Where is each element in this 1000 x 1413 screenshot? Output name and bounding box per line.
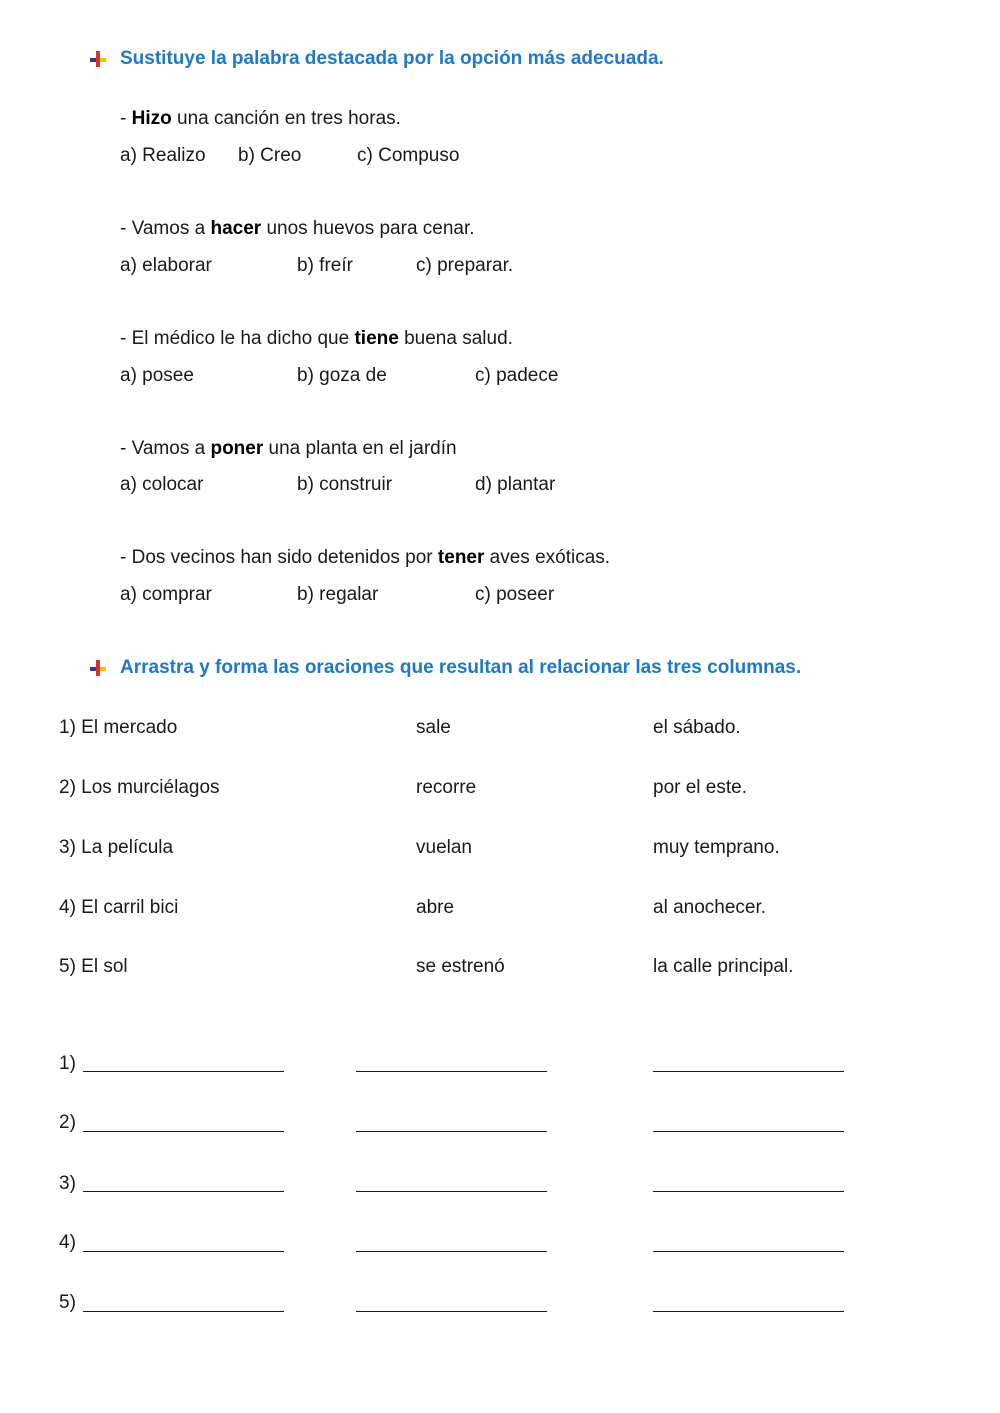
question-2: - Vamos a hacer unos huevos para cenar.: [120, 218, 475, 239]
verb-item[interactable]: vuelan: [416, 837, 472, 858]
question-5: - Dos vecinos han sido detenidos por tener aves exóticas.: [120, 547, 611, 568]
question-3: - El médico le ha dicho que tiene buena salud.: [120, 328, 513, 349]
highlighted-word: tener: [437, 547, 485, 568]
complement-item[interactable]: muy temprano.: [653, 837, 780, 858]
answer-3-verb-slot[interactable]: [356, 1191, 547, 1192]
answer-1-subject-slot[interactable]: [83, 1071, 284, 1072]
answer-number: 5): [59, 1292, 76, 1313]
option-1b[interactable]: b) Creo: [238, 145, 302, 166]
subject-item[interactable]: 4) El carril bici: [59, 897, 179, 918]
highlighted-word: hacer: [210, 218, 262, 239]
verb-item[interactable]: abre: [416, 897, 455, 918]
complement-item[interactable]: por el este.: [653, 777, 747, 798]
option-1c[interactable]: c) Compuso: [357, 145, 460, 166]
section1-title: Sustituye la palabra destacada por la opción más adecuada.: [120, 48, 664, 69]
verb-item[interactable]: se estrenó: [416, 956, 505, 977]
bullet-icon: [88, 658, 108, 678]
answer-2-subject-slot[interactable]: [83, 1131, 284, 1132]
option-2b[interactable]: b) freír: [297, 255, 353, 276]
verb-item[interactable]: sale: [416, 717, 451, 738]
option-2a[interactable]: a) elaborar: [120, 255, 212, 276]
subject-item[interactable]: 1) El mercado: [59, 717, 178, 738]
answer-number: 3): [59, 1173, 76, 1194]
option-4c[interactable]: d) plantar: [475, 474, 556, 495]
answer-5-complement-slot[interactable]: [653, 1311, 844, 1312]
option-5c[interactable]: c) poseer: [475, 584, 555, 605]
complement-item[interactable]: al anochecer.: [653, 897, 767, 918]
highlighted-word: Hizo: [131, 108, 172, 129]
section2-title: Arrastra y forma las oraciones que resultan al relacionar las tres columnas.: [120, 657, 802, 678]
bullet-icon: [88, 49, 108, 69]
answer-4-verb-slot[interactable]: [356, 1251, 547, 1252]
answer-3-complement-slot[interactable]: [653, 1191, 844, 1192]
answer-4-complement-slot[interactable]: [653, 1251, 844, 1252]
option-4a[interactable]: a) colocar: [120, 474, 204, 495]
answer-number: 4): [59, 1232, 76, 1253]
answer-5-subject-slot[interactable]: [83, 1311, 284, 1312]
highlighted-word: tiene: [354, 328, 399, 349]
answer-1-verb-slot[interactable]: [356, 1071, 547, 1072]
answer-2-complement-slot[interactable]: [653, 1131, 844, 1132]
question-4: - Vamos a poner una planta en el jardín: [120, 438, 457, 459]
answer-3-subject-slot[interactable]: [83, 1191, 284, 1192]
answer-number: 2): [59, 1112, 76, 1133]
option-3c[interactable]: c) padece: [475, 365, 559, 386]
answer-number: 1): [59, 1053, 76, 1074]
answer-5-verb-slot[interactable]: [356, 1311, 547, 1312]
option-4b[interactable]: b) construir: [297, 474, 393, 495]
subject-item[interactable]: 3) La película: [59, 837, 174, 858]
answer-1-complement-slot[interactable]: [653, 1071, 844, 1072]
question-1: - Hizo una canción en tres horas.: [120, 108, 401, 129]
answer-4-subject-slot[interactable]: [83, 1251, 284, 1252]
option-5b[interactable]: b) regalar: [297, 584, 379, 605]
option-5a[interactable]: a) comprar: [120, 584, 212, 605]
answer-2-verb-slot[interactable]: [356, 1131, 547, 1132]
complement-item[interactable]: el sábado.: [653, 717, 741, 738]
option-3b[interactable]: b) goza de: [297, 365, 387, 386]
option-3a[interactable]: a) posee: [120, 365, 194, 386]
option-1a[interactable]: a) Realizo: [120, 145, 206, 166]
subject-item[interactable]: 2) Los murciélagos: [59, 777, 220, 798]
highlighted-word: poner: [210, 438, 264, 459]
option-2c[interactable]: c) preparar.: [416, 255, 514, 276]
subject-item[interactable]: 5) El sol: [59, 956, 128, 977]
complement-item[interactable]: la calle principal.: [653, 956, 794, 977]
verb-item[interactable]: recorre: [416, 777, 477, 798]
